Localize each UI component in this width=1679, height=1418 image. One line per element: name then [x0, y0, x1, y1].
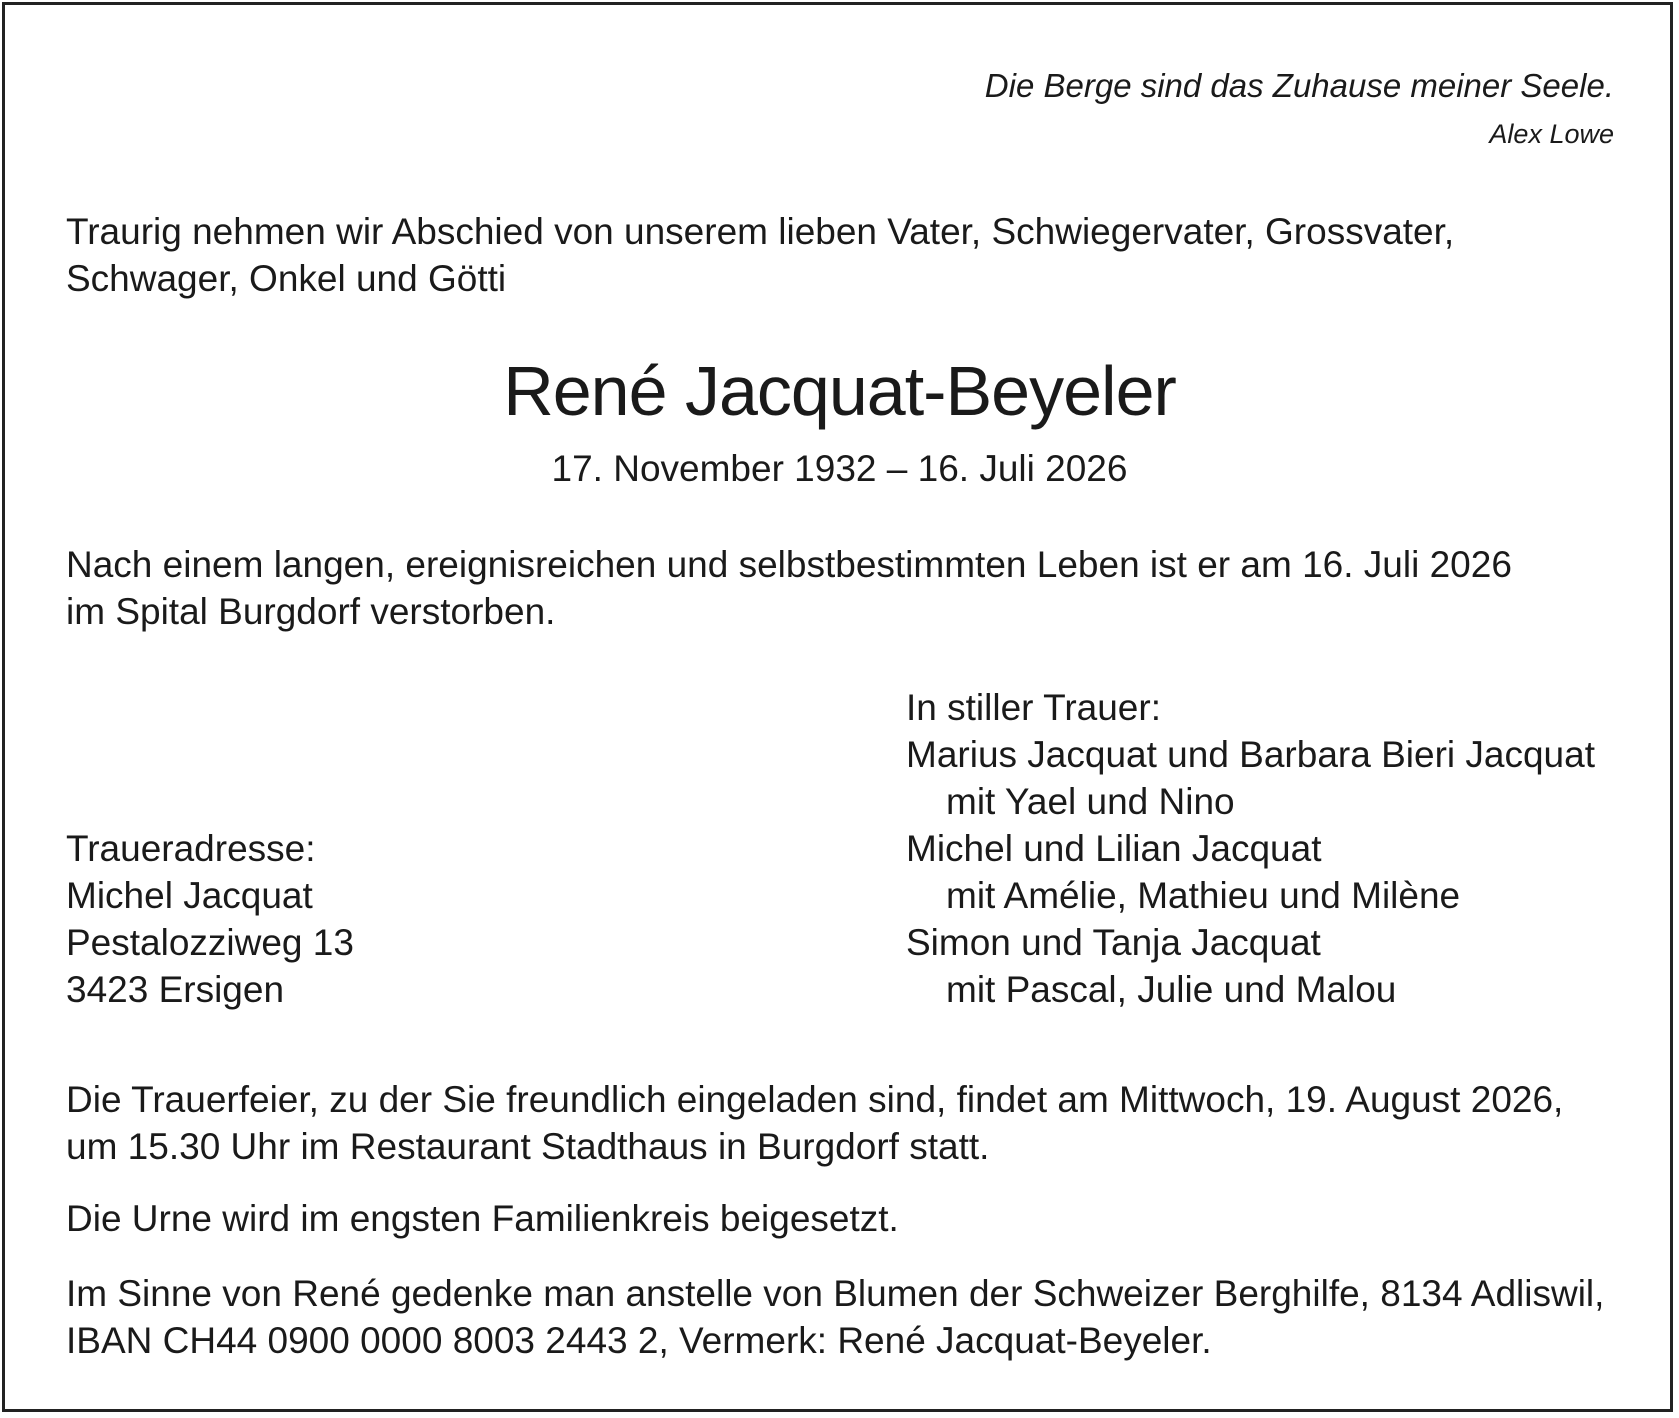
donation-line-2: IBAN CH44 0900 0000 8003 2443 2, Vermerk: René Jacquat-Beyeler.	[66, 1320, 1212, 1361]
intro-line-2: Schwager, Onkel und Götti	[66, 258, 507, 299]
intro-line-1: Traurig nehmen wir Abschied von unserem lieben Vater, Schwiegervater, Grossvater,	[66, 211, 1455, 252]
motto-author: Alex Lowe	[1489, 119, 1614, 149]
passing-line-2: im Spital Burgdorf verstorben.	[66, 591, 556, 632]
urn-paragraph: Die Urne wird im engsten Familienkreis beigesetzt.	[66, 1198, 899, 1239]
mourners-list	[906, 684, 1595, 1013]
mourner-line: Simon und Tanja Jacquat	[906, 922, 1321, 963]
ceremony-line-1: Die Trauerfeier, zu der Sie freundlich eingeladen sind, findet am Mittwoch, 19. August 2026,	[66, 1079, 1564, 1120]
address-street: Pestalozziweg 13	[66, 922, 354, 963]
intro-paragraph	[66, 208, 1614, 302]
motto-quote: Die Berge sind das Zuhause meiner Seele.	[984, 67, 1614, 104]
life-dates: 17. November 1932 – 16. Juli 2026	[551, 448, 1128, 489]
ceremony-paragraph	[66, 1076, 1614, 1170]
mourner-line: mit Yael und Nino	[946, 781, 1235, 822]
mourner-line: mit Amélie, Mathieu und Milène	[946, 875, 1461, 916]
passing-line-1: Nach einem langen, ereignisreichen und selbstbestimmten Leben ist er am 16. Juli 2026	[66, 544, 1512, 585]
mourner-line: Michel und Lilian Jacquat	[906, 828, 1322, 869]
mourner-line: Marius Jacquat und Barbara Bieri Jacquat	[906, 734, 1595, 775]
address-heading: Traueradresse:	[66, 828, 316, 869]
ceremony-line-2: um 15.30 Uhr im Restaurant Stadthaus in Burgdorf statt.	[66, 1126, 990, 1167]
passing-paragraph	[66, 541, 1614, 635]
mourners-heading: In stiller Trauer:	[906, 687, 1161, 728]
donation-line-1: Im Sinne von René gedenke man anstelle von Blumen der Schweizer Berghilfe, 8134 Adliswil,	[66, 1273, 1605, 1314]
mourning-address	[66, 825, 354, 1013]
address-city: 3423 Ersigen	[66, 969, 285, 1010]
address-name: Michel Jacquat	[66, 875, 313, 916]
donation-paragraph	[66, 1270, 1614, 1364]
mourner-line: mit Pascal, Julie und Malou	[946, 969, 1397, 1010]
deceased-name: René Jacquat-Beyeler	[503, 352, 1176, 430]
